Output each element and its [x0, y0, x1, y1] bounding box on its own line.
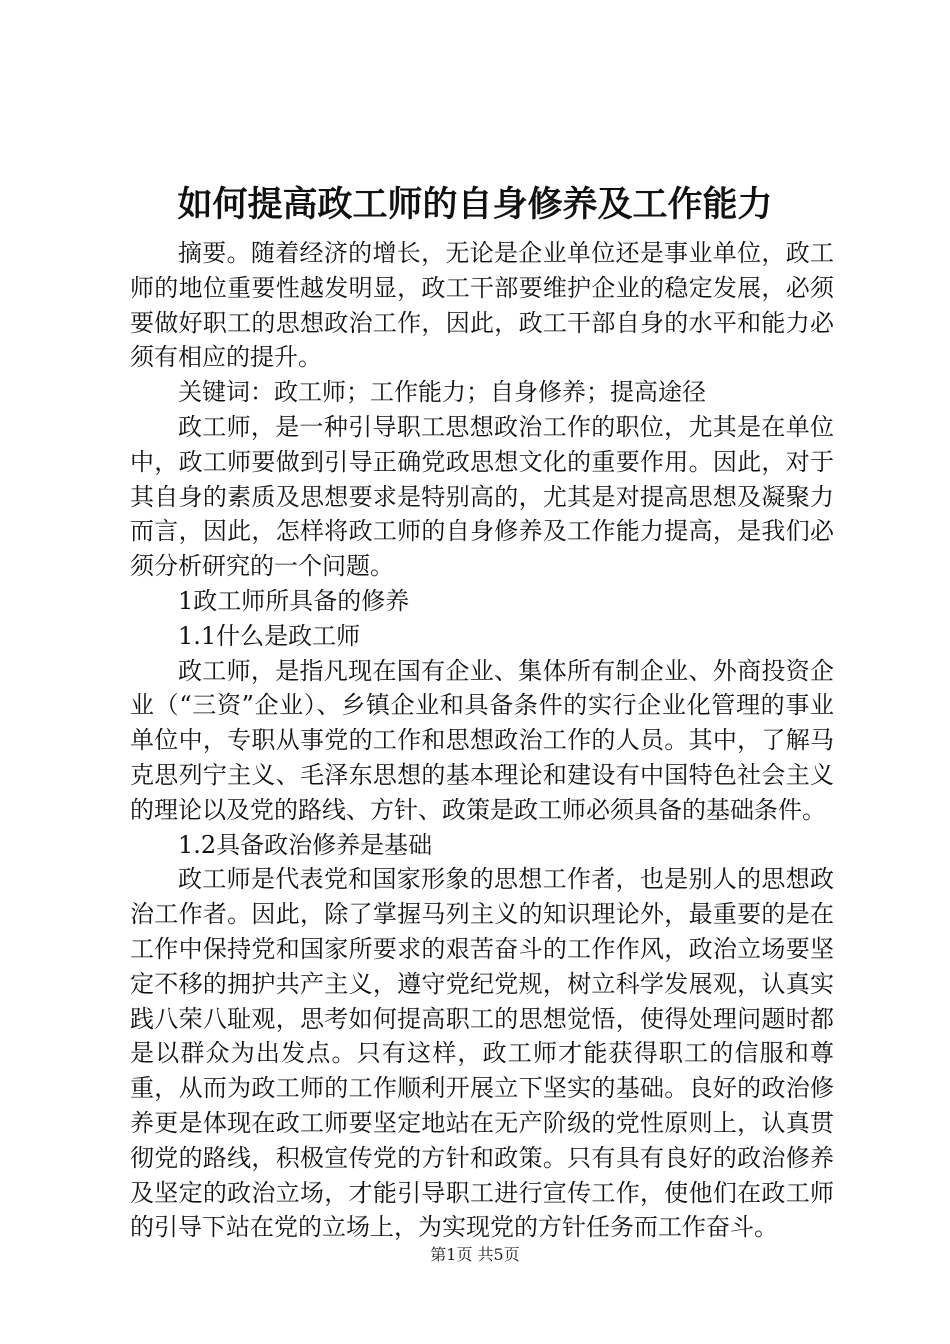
keywords-paragraph: 关键词：政工师；工作能力；自身修养；提高途径: [178, 378, 706, 407]
intro-paragraph: 政工师，是一种引导职工思想政治工作的职位，尤其是在单位中，政工师要做到引导正确党政思想文化的重要作用。因此，对于其自身的素质及思想要求是特别高的，尤其是对提高思想及凝聚力而言，因此，怎样将政工师的自身修养及工作能力提高，是我们必须分析研究的一个问题。: [130, 412, 834, 581]
document-body: [130, 236, 834, 1245]
page-footer: 第1页 共5页: [430, 1245, 520, 1264]
body-paragraph: 政工师是代表党和国家形象的思想工作者，也是别人的思想政治工作者。因此，除了掌握马列主义的知识理论外，最重要的是在工作中保持党和国家所要求的艰苦奋斗的工作作风，政治立场要坚定不移的拥护共产主义，遵守党纪党规，树立科学发展观，认真实践八荣八耻观，思考如何提高职工的思想觉悟，使得处理问题时都是以群众为出发点。只有这样，政工师才能获得职工的信服和尊重，从而为政工师的工作顺利开展立下坚实的基础。良好的政治修养更是体现在政工师要坚定地站在无产阶级的党性原则上，认真贯彻党的路线，积极宣传党的方针和政策。只有具有良好的政治修养及坚定的政治立场，才能引导职工进行宣传工作，使他们在政工师的引导下站在党的立场上，为实现党的方针任务而工作奋斗。: [130, 865, 834, 1242]
subsection-heading-1-1: 1.1什么是政工师: [178, 621, 361, 650]
document-title: 如何提高政工师的自身修养及工作能力: [177, 184, 773, 225]
body-paragraph: 政工师，是指凡现在国有企业、集体所有制企业、外商投资企业（“三资”企业）、乡镇企业和具备条件的实行企业化管理的事业单位中，专职从事党的工作和思想政治工作的人员。其中，了解马克思列宁主义、毛泽东思想的基本理论和建设有中国特色社会主义的理论以及党的路线、方针、政策是政工师必须具备的基础条件。: [130, 656, 834, 824]
subsection-heading-1-2: 1.2具备政治修养是基础: [178, 830, 433, 859]
abstract-paragraph: 摘要。随着经济的增长，无论是企业单位还是事业单位，政工师的地位重要性越发明显，政工干部要维护企业的稳定发展，必须要做好职工的思想政治工作，因此，政工干部自身的水平和能力必须有相应的提升。: [130, 239, 834, 372]
section-heading-1: 1政工师所具备的修养: [178, 586, 410, 615]
